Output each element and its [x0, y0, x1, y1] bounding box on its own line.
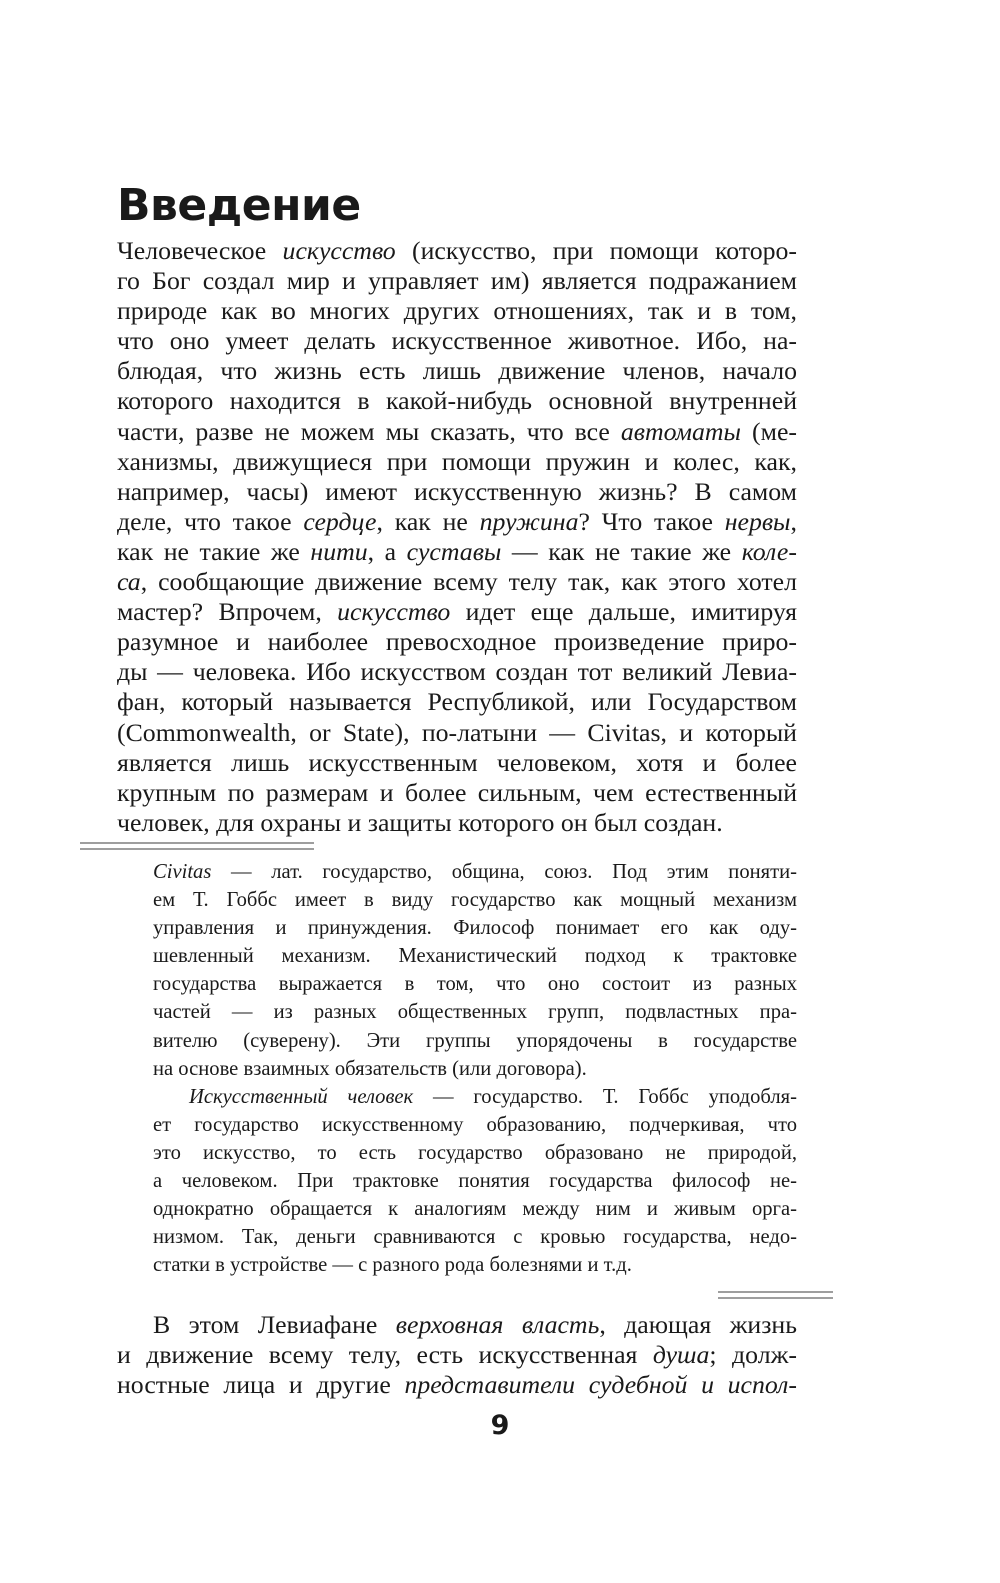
- text-line: [153, 914, 797, 942]
- italic-term: коле-: [741, 536, 797, 566]
- text-run: ем Т. Гоббс имеет в виду государство как мощный механизм: [153, 889, 797, 912]
- text-run: что оно умеет делать искусственное животное. Ибо, на-: [117, 326, 797, 356]
- text-line: [117, 296, 797, 326]
- text-run: Человеческое: [117, 236, 283, 265]
- text-line: [153, 1223, 797, 1251]
- note-bottom-rule: [718, 1291, 833, 1301]
- text-line: [117, 356, 797, 386]
- text-run: как не такие же: [117, 536, 311, 566]
- text-line: [153, 970, 797, 998]
- chapter-heading: Введение: [117, 180, 361, 231]
- text-line: [153, 858, 797, 886]
- text-run: крупным по размерам и более сильным, чем естественный: [117, 777, 797, 807]
- text-run: В этом Левиафане: [153, 1310, 396, 1339]
- text-run: — лат. государство, община, союз. Под этим поняти-: [211, 861, 797, 883]
- text-line: [117, 386, 797, 416]
- text-run: является лишь искусственным человеком, хотя и более: [117, 747, 797, 777]
- text-run: государства выражается в том, что оно состоит из разных: [153, 973, 797, 996]
- commentary-note: [153, 858, 797, 1279]
- text-line: [153, 1083, 797, 1111]
- text-run: ,: [790, 506, 797, 536]
- text-line: [153, 1055, 797, 1083]
- text-run: статки в устройстве — с разного рода болезнями и т.д.: [153, 1254, 632, 1277]
- text-line: [117, 507, 797, 537]
- italic-term: сердце: [303, 506, 377, 536]
- text-line: [117, 597, 797, 627]
- italic-term: нити: [310, 536, 368, 566]
- text-run: — как не такие же: [501, 536, 742, 566]
- text-line: [153, 886, 797, 914]
- text-run: ет государство искусственному образованию, подчеркивая, что: [153, 1113, 797, 1136]
- italic-term: нервы: [724, 506, 791, 536]
- text-run: которого находится в какой-нибудь основной внутренней: [117, 386, 797, 416]
- text-run: разумное и наиболее превосходное произведение приро-: [117, 627, 797, 657]
- text-line: [153, 1167, 797, 1195]
- italic-term: суставы: [406, 536, 502, 566]
- italic-term: Искусственный человек: [189, 1085, 414, 1108]
- text-run: это искусство, то есть государство образовано не природой,: [153, 1141, 797, 1164]
- text-run: (Commonwealth, or State), по-латыни — Civitas, и который: [117, 717, 797, 747]
- text-run: ? Что такое: [578, 506, 725, 536]
- text-run: (ме-: [741, 416, 797, 446]
- text-line: [117, 748, 797, 778]
- text-line: [117, 808, 797, 838]
- text-run: части, разве не можем мы сказать, что все: [117, 416, 621, 446]
- text-line: [117, 1340, 797, 1370]
- text-run: (искусство, при помощи которо-: [395, 236, 797, 265]
- italic-term: верховная власть: [395, 1310, 600, 1339]
- main-paragraph: [117, 236, 797, 838]
- text-line: [117, 236, 797, 266]
- text-line: [153, 1195, 797, 1223]
- italic-term: искусство: [282, 236, 396, 265]
- text-line: [117, 447, 797, 477]
- text-run: а человеком. При трактовке понятия государства философ не-: [153, 1170, 797, 1193]
- text-line: [117, 266, 797, 296]
- continuation-paragraph: [117, 1310, 797, 1400]
- text-line: [153, 1251, 797, 1279]
- text-run: , а: [367, 536, 407, 566]
- italic-term: пружина: [479, 506, 579, 536]
- text-run: — государство. Т. Гоббс уподобля-: [413, 1085, 797, 1108]
- text-run: , как не: [376, 506, 480, 536]
- text-line: [153, 942, 797, 970]
- text-line: [153, 1139, 797, 1167]
- italic-term: Civitas: [153, 861, 212, 883]
- text-run: вителю (суверену). Эти группы упорядочены в государстве: [153, 1029, 797, 1052]
- text-run: частей — из разных общественных групп, подвластных пра-: [153, 1001, 797, 1024]
- text-run: природе как во многих других отношениях, так и в том,: [117, 296, 797, 326]
- text-run: фан, который называется Республикой, или Государством: [117, 687, 797, 717]
- text-run: , сообщающие движение всему телу так, как этого хотел: [140, 567, 797, 597]
- text-run: ностные лица и другие: [117, 1370, 405, 1400]
- text-line: [117, 1310, 797, 1340]
- text-line: [117, 778, 797, 808]
- text-line: [117, 627, 797, 657]
- text-run: , дающая жизнь: [599, 1310, 797, 1339]
- text-run: деле, что такое: [117, 506, 304, 536]
- text-line: [117, 417, 797, 447]
- text-run: низмом. Так, деньги сравниваются с кровью государства, недо-: [153, 1226, 797, 1249]
- text-run: шевленный механизм. Механистический подход к трактовке: [153, 945, 797, 968]
- text-run: и движение всему телу, есть искусственная: [117, 1340, 653, 1370]
- italic-term: представители судебной и испол-: [404, 1370, 797, 1400]
- italic-term: душа: [652, 1340, 710, 1370]
- text-run: блюдая, что жизнь есть лишь движение членов, начало: [117, 356, 797, 386]
- italic-term: автоматы: [620, 416, 742, 446]
- text-line: [117, 567, 797, 597]
- text-run: человек, для охраны и защиты которого он был создан.: [117, 807, 723, 837]
- text-run: идет еще дальше, имитируя: [450, 597, 797, 627]
- text-line: [117, 326, 797, 356]
- text-line: [153, 1111, 797, 1139]
- text-run: на основе взаимных обязательств (или договора).: [153, 1057, 587, 1080]
- text-run: однократно обращается к аналогиям между ним и живым орга-: [153, 1198, 797, 1221]
- text-line: [117, 477, 797, 507]
- text-run: ; долж-: [709, 1340, 798, 1370]
- text-line: [153, 998, 797, 1026]
- text-run: го Бог создал мир и управляет им) является подражанием: [117, 266, 797, 296]
- page-number: 9: [490, 1410, 510, 1441]
- text-run: ды — человека. Ибо искусством создан тот великий Левиа-: [117, 657, 797, 687]
- text-run: мастер? Впрочем,: [117, 597, 338, 627]
- text-run: например, часы) имеют искусственную жизнь? В самом: [117, 476, 797, 506]
- text-line: [117, 657, 797, 687]
- text-run: управления и принуждения. Философ понимает его как оду-: [153, 917, 797, 940]
- text-line: [117, 718, 797, 748]
- text-line: [153, 1027, 797, 1055]
- text-line: [117, 1370, 797, 1400]
- text-run: ханизмы, движущиеся при помощи пружин и колес, как,: [117, 446, 797, 476]
- italic-term: са: [117, 567, 141, 597]
- italic-term: искусство: [337, 597, 451, 627]
- note-top-rule: [80, 842, 314, 852]
- text-line: [117, 537, 797, 567]
- text-line: [117, 687, 797, 717]
